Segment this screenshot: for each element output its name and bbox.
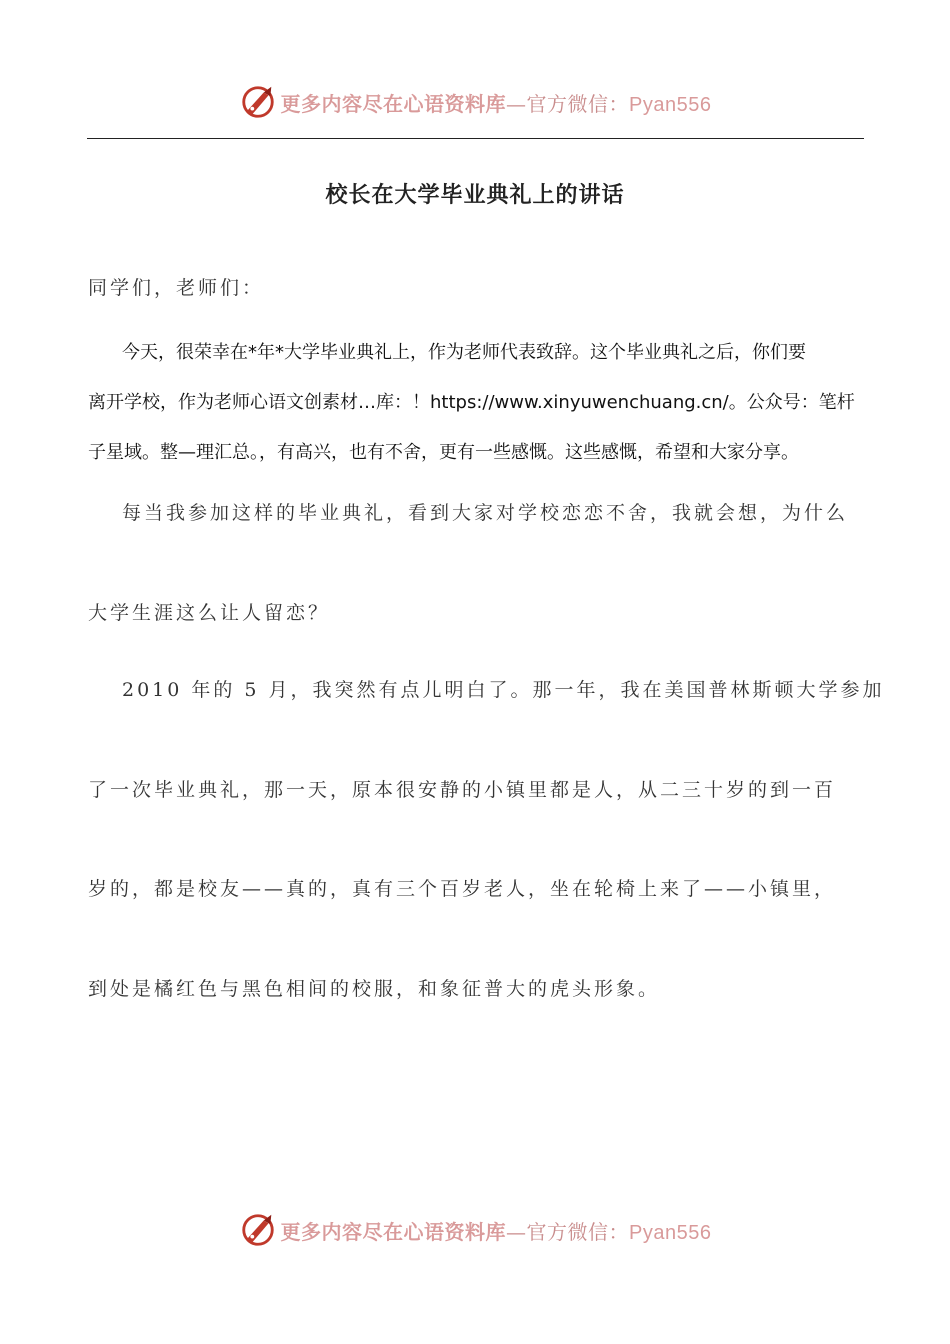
header-banner-official: 官方微信： [526,91,630,116]
salutation: 同学们，老师们： [88,277,265,299]
footer-banner-text [281,1216,712,1245]
para3-line2: 了一次毕业典礼，那一天，原本很安静的小镇里都是人，从二三十岁的到一百 [88,779,837,801]
header-banner-code: Pyan556 [629,93,712,116]
footer-banner-separator: — [506,1219,527,1244]
pen-nib-logo-icon [239,83,277,121]
document-title: 校长在大学毕业典礼上的讲话 [325,183,625,208]
header-banner [0,82,950,122]
header-banner-brand: 更多内容尽在心语资料库 [280,91,507,116]
footer-banner [0,1210,950,1250]
header-banner-separator: — [506,91,527,116]
para2-line2: 大学生涯这么让人留恋？ [88,602,331,624]
pen-nib-logo-icon [239,1211,277,1249]
footer-banner-official: 官方微信： [526,1219,630,1244]
para3-line3: 岁的，都是校友——真的，真有三个百岁老人，坐在轮椅上来了——小镇里， [88,878,837,900]
para3-line4: 到处是橘红色与黑色相间的校服，和象征普大的虎头形象。 [88,978,661,1000]
header-banner-text [281,88,712,117]
para2-line1: 每当我参加这样的毕业典礼，看到大家对学校恋恋不舍，我就会想，为什么 [122,502,849,524]
header-rule [87,138,864,139]
para1-line3: 子星域。整—理汇总。，有高兴，也有不舍，更有一些感慨。这些感慨，希望和大家分享。 [88,442,799,463]
para1-line1: 今天，很荣幸在*年*大学毕业典礼上，作为老师代表致辞。这个毕业典礼之后，你们要 [122,342,806,363]
para1-line2: 离开学校，作为老师心语文创素材…库：！https://www.xinyuwenchuang.cn/。公众号：笔杆 [88,392,855,413]
footer-banner-code: Pyan556 [629,1221,712,1244]
footer-banner-brand: 更多内容尽在心语资料库 [280,1219,507,1244]
para3-line1: 2010 年的 5 月，我突然有点儿明白了。那一年，我在美国普林斯顿大学参加 [122,679,885,701]
